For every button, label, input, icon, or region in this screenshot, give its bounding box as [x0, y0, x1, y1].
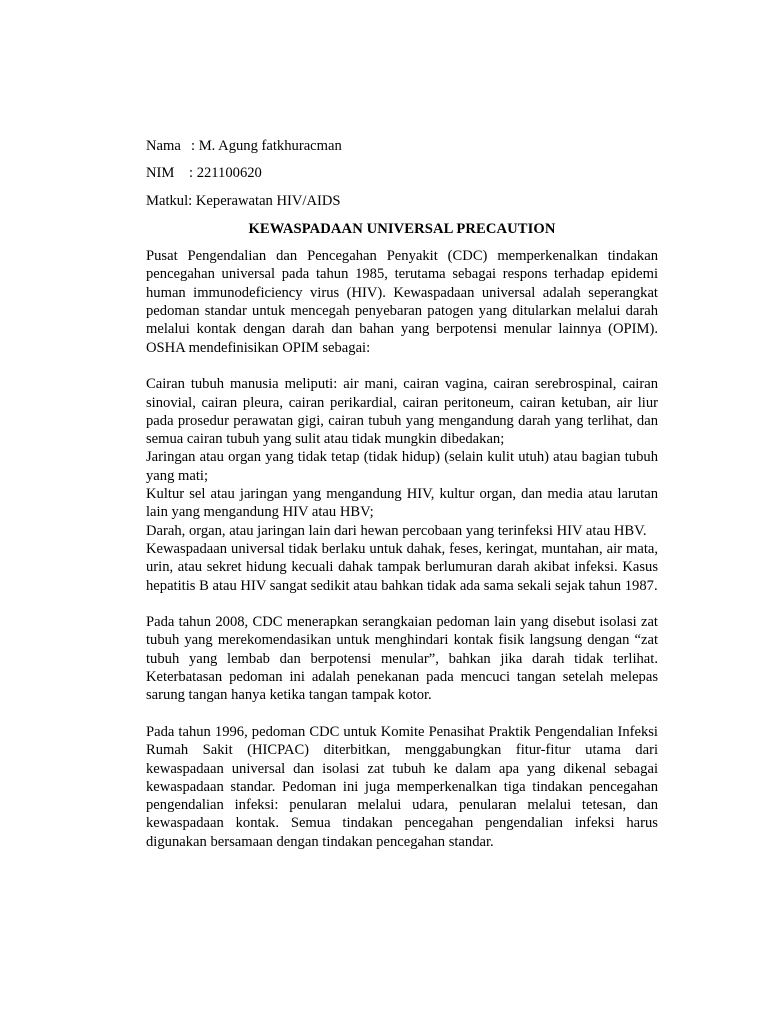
opim-item-animal-blood: Darah, organ, atau jaringan lain dari hewan percobaan yang terinfeksi HIV atau HBV. [146, 522, 647, 539]
year-2008-paragraph: Pada tahun 2008, CDC menerapkan serangkaian pedoman lain yang disebut isolasi zat tubuh yang merekomendasikan untuk menghindari kontak fisik langsung dengan “zat tubuh yang lembab dan berpotensi menular”, bahkan jika darah tidak terlihat. Keterbatasan pedoman ini adalah penekanan pada mencuci tangan setelah melepas sarung tangan hanya ketika tangan tampak kotor. [146, 614, 658, 704]
name-value: : M. Agung fatkhuracman [191, 138, 342, 154]
document-title: KEWASPADAAN UNIVERSAL PRECAUTION [248, 220, 556, 237]
opim-item-body-fluids: Cairan tubuh manusia meliputi: air mani, cairan vagina, cairan serebrospinal, cairan sinovial, cairan pleura, cairan perikardial, cairan peritoneum, cairan ketuban, air liur pada prosedur perawatan gigi, cairan tubuh yang mengandung darah yang terlihat, dan semua cairan tubuh yang sulit atau tidak mungkin dibedakan; [146, 376, 658, 448]
student-nim-line [146, 164, 658, 182]
nim-value: : 221100620 [189, 165, 262, 182]
student-name-line [146, 137, 658, 155]
name-label: Nama [146, 138, 181, 154]
document-page [146, 137, 658, 851]
paragraph-spacer [146, 705, 658, 723]
nim-label: NIM [146, 165, 175, 182]
matkul-label: Matkul [146, 192, 189, 209]
paragraph-spacer [146, 595, 658, 613]
course-line [146, 192, 658, 210]
matkul-value: : Keperawatan HIV/AIDS [188, 192, 341, 209]
intro-paragraph: Pusat Pengendalian dan Pencegahan Penyakit (CDC) memperkenalkan tindakan pencegahan universal pada tahun 1985, terutama sebagai respons terhadap epidemi human immunodeficiency virus (HIV). Kewaspadaan universal adalah seperangkat pedoman standar untuk mencegah penyebaran patogen yang ditularkan melalui darah melalui kontak dengan darah dan bahan yang berpotensi menular lainnya (OPIM). OSHA mendefinisikan OPIM sebagai: [146, 248, 658, 356]
year-1996-paragraph: Pada tahun 1996, pedoman CDC untuk Komite Penasihat Praktik Pengendalian Infeksi Rumah Sakit (HICPAC) diterbitkan, menggabungkan fitur-fitur utama dari kewaspadaan universal dan isolasi zat tubuh ke dalam apa yang dikenal sebagai kewaspadaan standar. Pedoman ini juga memperkenalkan tiga tindakan pencegahan pengendalian infeksi: penularan melalui udara, penularan melalui tetesan, dan kewaspadaan kontak. Semua tindakan pencegahan pengendalian infeksi harus digunakan bersamaan dengan tindakan pencegahan standar. [146, 723, 658, 850]
opim-item-cultures: Kultur sel atau jaringan yang mengandung HIV, kultur organ, dan media atau larutan lain yang mengandung HIV atau HBV; [146, 486, 658, 521]
paragraph-spacer [146, 357, 658, 375]
opim-item-tissues: Jaringan atau organ yang tidak tetap (tidak hidup) (selain kulit utuh) atau bagian tubuh yang mati; [146, 449, 658, 484]
exceptions-paragraph: Kewaspadaan universal tidak berlaku untuk dahak, feses, keringat, muntahan, air mata, urin, atau sekret hidung kecuali dahak tampak berlumuran darah akibat infeksi. Kasus hepatitis B atau HIV sangat sedikit atau bahkan tidak ada sama sekali sejak tahun 1987. [146, 540, 658, 594]
